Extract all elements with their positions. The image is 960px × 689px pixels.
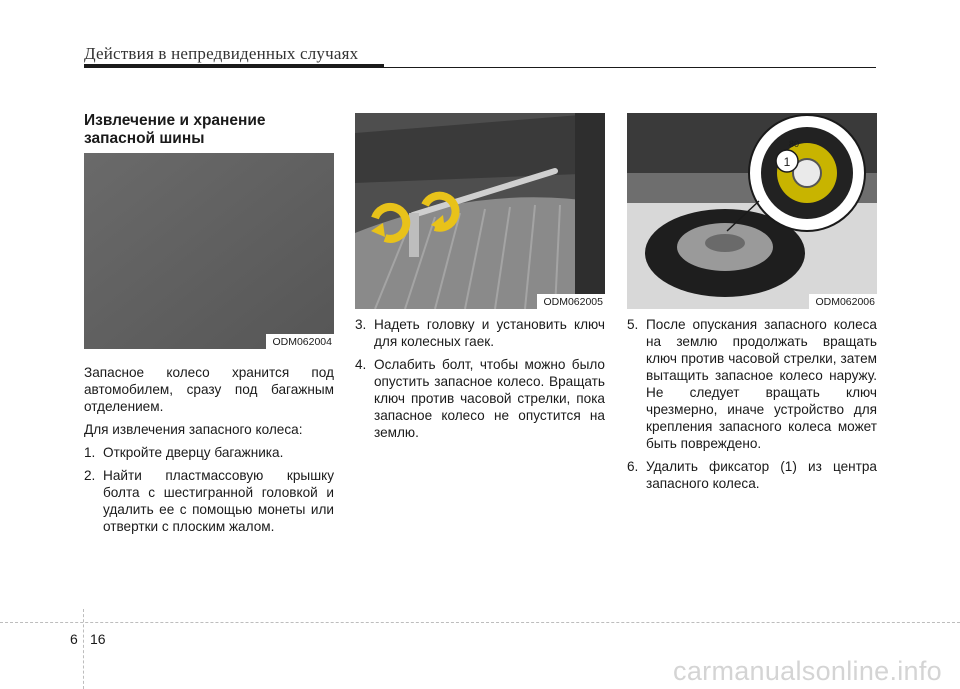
list-item: 3. Надеть головку и установить ключ для колесных гаек. [355, 317, 605, 349]
watermark: carmanualsonline.info [673, 656, 942, 686]
figure-spare-tire [627, 113, 877, 309]
steps-list-2 [355, 316, 605, 441]
right-column [627, 316, 877, 498]
list-item: 2. Найти пластмассовую крышку болта с шестигранной головкой и удалить ее с помощью монеты или отвертки с плоским жалом. [84, 468, 334, 534]
middle-column [355, 316, 605, 447]
spare-tire-photo-icon [627, 113, 877, 309]
tire-mark-label: 80 [789, 139, 800, 149]
footer-divider [83, 609, 84, 689]
callout-label: 1 [783, 155, 791, 169]
left-column-body [84, 364, 334, 541]
list-item: 4. Ослабить болт, чтобы можно было опустить запасное колесо. Вращать ключ против часовой стрелки, пока запасное колесо не опустится на землю. [355, 357, 605, 440]
lead-paragraph: Для извлечения запасного колеса: [84, 422, 303, 437]
page-number: 16 [90, 631, 106, 647]
list-item: 5. После опускания запасного колеса на землю продолжать вращать ключ против часовой стрелки, затем вытащить запасное колесо наружу. Не следует вращать ключ чрезмерно, иначе устройство для крепления запасного колеса может быть повреждено. [627, 317, 877, 451]
chapter-number: 6 [70, 631, 78, 647]
figure-code: ODM062006 [809, 294, 877, 309]
list-item: 1. Откройте дверцу багажника. [84, 445, 284, 460]
list-item: 6. Удалить фиксатор (1) из центра запасного колеса. [627, 459, 877, 491]
intro-paragraph: Запасное колесо хранится под автомобилем, сразу под багажным отделением. [84, 365, 334, 414]
section-heading [84, 112, 334, 148]
steps-list-1 [84, 444, 334, 535]
figure-trunk-floor [84, 153, 334, 349]
footer-rule [0, 622, 960, 623]
figure-code: ODM062004 [266, 334, 334, 349]
figure-wrench [355, 113, 605, 309]
header-rule-thin [384, 67, 876, 68]
heading-line-1: Извлечение и хранение [84, 112, 266, 129]
figure-code: ODM062005 [537, 294, 605, 309]
heading-line-2: запасной шины [84, 130, 205, 147]
header-rule-thick [84, 64, 384, 68]
steps-list-3 [627, 316, 877, 492]
page-header-title: Действия в непредвиденных случаях [84, 44, 359, 63]
trunk-floor-photo-icon [84, 153, 334, 349]
wrench-rotate-photo-icon [355, 113, 605, 309]
